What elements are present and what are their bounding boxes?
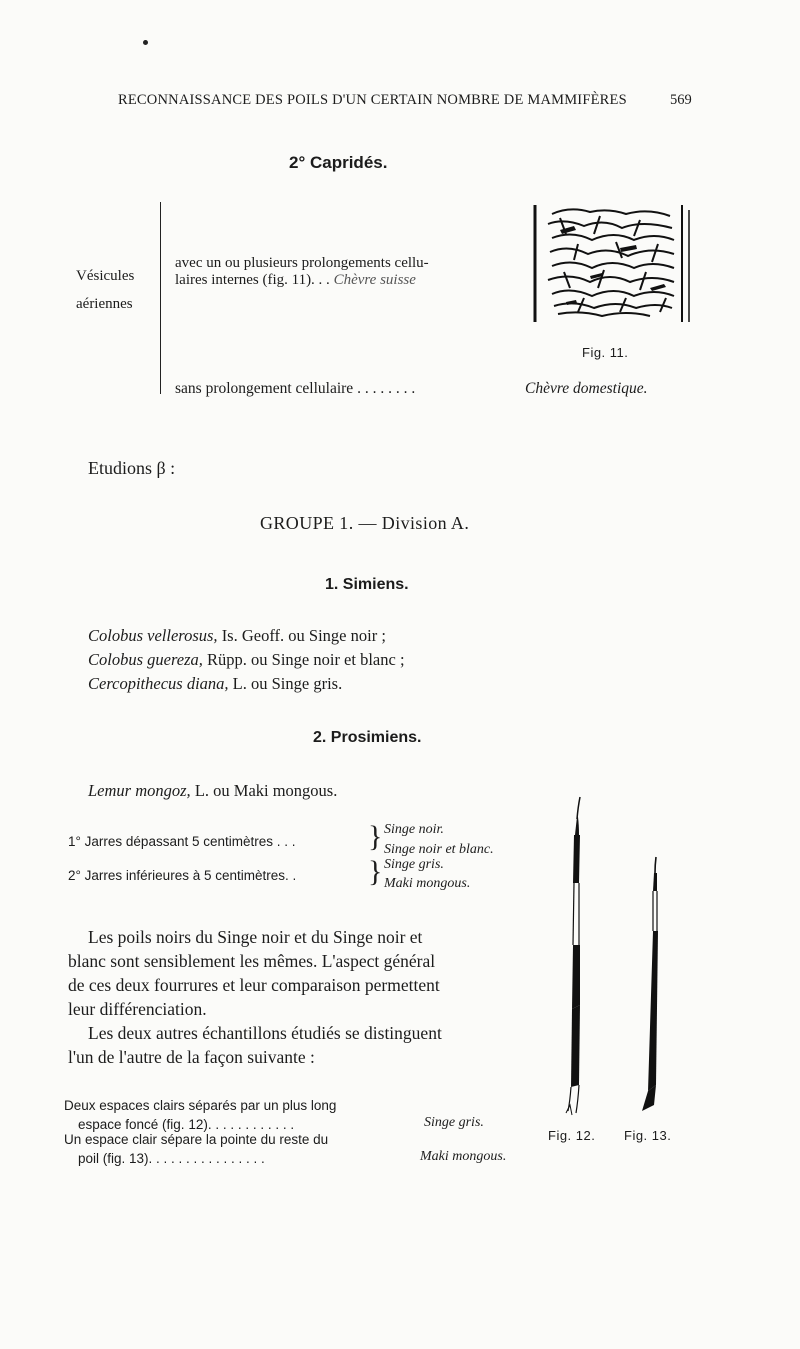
paragraph-line: blanc sont sensiblement les mêmes. L'aspect général bbox=[68, 951, 436, 971]
capridae-entry1-line2 bbox=[175, 272, 416, 289]
species-name: Colobus guereza, bbox=[88, 650, 203, 669]
key1-row1-text: 1° Jarres dépassant 5 centimètres . . . bbox=[68, 834, 296, 849]
key1-row2-text: 2° Jarres inférieures à 5 centimètres. . bbox=[68, 868, 297, 883]
figure-11-caption: Fig. 11. bbox=[582, 345, 629, 360]
paragraph-line: leur différenciation. bbox=[68, 999, 207, 1019]
key1-row2-result-a: Singe gris. bbox=[384, 857, 444, 872]
prosimiens-species bbox=[88, 781, 337, 801]
species-common-name: L. ou Singe gris. bbox=[228, 674, 343, 693]
section-title-simiens: 1. Simiens. bbox=[325, 576, 409, 593]
capridae-entry2-result: Chèvre domestique. bbox=[525, 380, 648, 397]
figure-13-caption: Fig. 13. bbox=[624, 1128, 672, 1143]
figure-13-maki-hair bbox=[634, 855, 664, 1115]
etudions-line: Etudions β : bbox=[88, 458, 176, 478]
group-label-aeriennes: aériennes bbox=[76, 296, 133, 312]
capridae-entry1-line1: avec un ou plusieurs prolongements cellu- bbox=[175, 255, 429, 271]
key1-row2-brace: } bbox=[368, 855, 383, 888]
key2-row1-line1: Deux espaces clairs séparés par un plus long bbox=[64, 1098, 337, 1113]
key1-row1-result-b: Singe noir et blanc. bbox=[384, 842, 494, 857]
section-title-prosimiens: 2. Prosimiens. bbox=[313, 729, 422, 746]
group-label-vesicules: Vésicules bbox=[76, 268, 135, 284]
key2-row2-line2: poil (fig. 13). . . . . . . . . . . . . . . . bbox=[78, 1151, 265, 1166]
species-common-name: Is. Geoff. ou Singe noir ; bbox=[217, 626, 386, 645]
species-list-item bbox=[88, 626, 386, 646]
species-list-item bbox=[88, 650, 405, 670]
key2-row1-line2: espace foncé (fig. 12). . . . . . . . . . . . bbox=[78, 1117, 295, 1132]
running-header: RECONNAISSANCE DES POILS D'UN CERTAIN NOMBRE DE MAMMIFÈRES bbox=[118, 92, 627, 108]
capridae-entry2: sans prolongement cellulaire . . . . . . . . bbox=[175, 380, 416, 397]
paragraph-line: l'un de l'autre de la façon suivante : bbox=[68, 1047, 315, 1067]
section-title-capridae: 2° Capridés. bbox=[289, 153, 388, 172]
paragraph-line: Les deux autres échantillons étudiés se distinguent bbox=[88, 1023, 442, 1043]
species-name: Lemur mongoz, bbox=[88, 781, 191, 800]
page-number: 569 bbox=[670, 92, 692, 108]
key2-row2-result: Maki mongous. bbox=[420, 1149, 507, 1164]
figure-12-caption: Fig. 12. bbox=[548, 1128, 596, 1143]
group-heading: GROUPE 1. — Division A. bbox=[260, 513, 470, 533]
key1-row1-brace: } bbox=[368, 820, 383, 853]
capridae-entry1-text: laires internes (fig. 11). . . bbox=[175, 272, 330, 288]
paragraph-line: de ces deux fourrures et leur comparaison permettent bbox=[68, 975, 440, 995]
species-common-name: Rüpp. ou Singe noir et blanc ; bbox=[202, 650, 405, 669]
capridae-brace bbox=[160, 202, 161, 394]
key1-row2-result-b: Maki mongous. bbox=[384, 876, 471, 891]
print-speck bbox=[143, 40, 148, 45]
key1-row1-result-a: Singe noir. bbox=[384, 822, 444, 837]
paragraph-line: Les poils noirs du Singe noir et du Singe noir et bbox=[88, 927, 423, 947]
key2-row2-line1: Un espace clair sépare la pointe du reste du bbox=[64, 1132, 329, 1147]
species-name: Colobus vellerosus, bbox=[88, 626, 218, 645]
species-common-name: L. ou Maki mongous. bbox=[190, 781, 338, 800]
figure-12-grey-monkey-hair bbox=[556, 795, 592, 1125]
species-name: Cercopithecus diana, bbox=[88, 674, 229, 693]
key2-row1-result: Singe gris. bbox=[424, 1115, 484, 1130]
species-list-item bbox=[88, 674, 342, 694]
capridae-entry1-result: Chèvre suisse bbox=[333, 272, 416, 288]
figure-11-goat-hair-cells bbox=[530, 200, 692, 330]
